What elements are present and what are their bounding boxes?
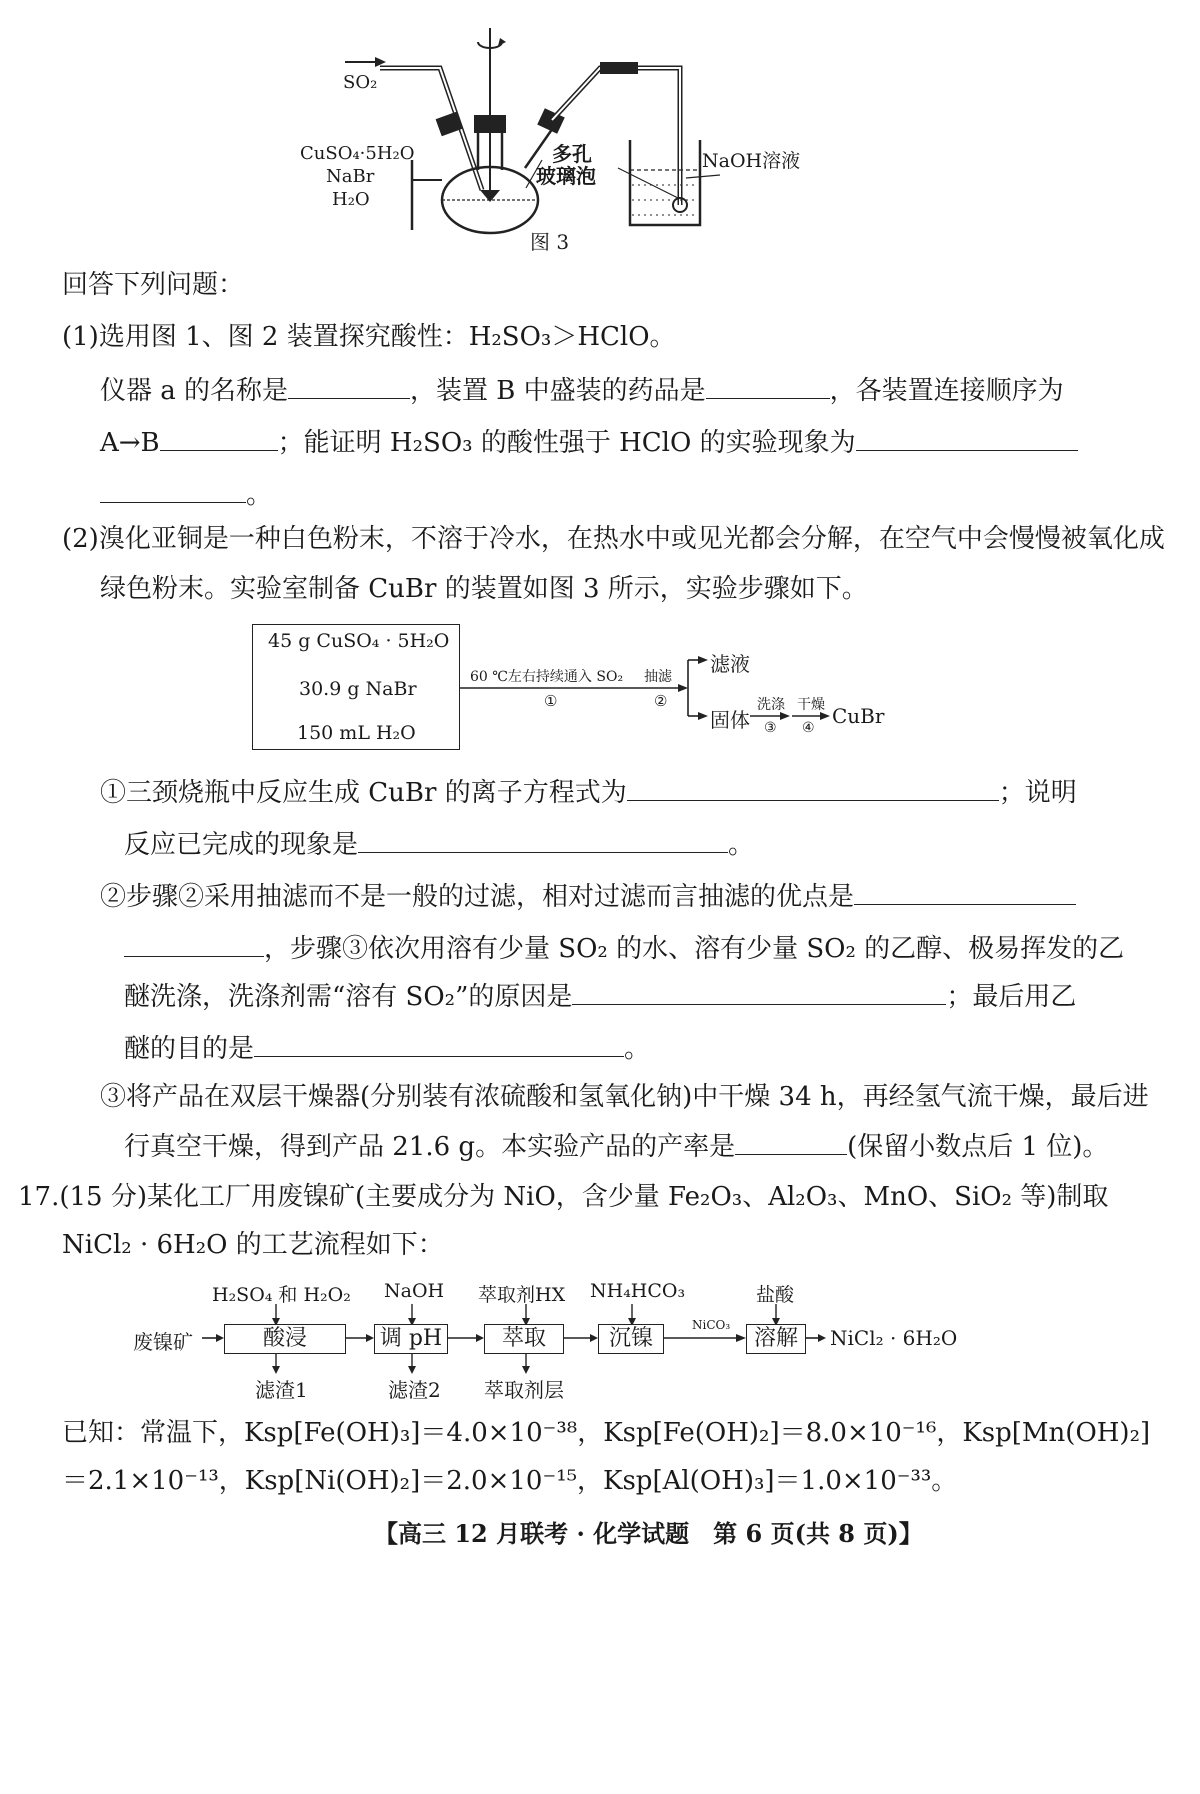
- q2-s2-line4: [124, 1030, 650, 1066]
- figure3-apparatus: [300, 20, 900, 250]
- known-ksp-line2: ＝2.1×10⁻¹³，Ksp[Ni(OH)₂]＝2.0×10⁻¹⁵，Ksp[Al(OH)₃]＝1.0×10⁻³³。: [62, 1466, 958, 1496]
- q2-s2-text-e: 醚的目的是: [124, 1034, 255, 1064]
- intro-text: 回答下列问题：: [62, 270, 245, 300]
- so2-inlet-label: SO₂: [343, 72, 378, 93]
- q2-s1-text-b: ；说明: [998, 778, 1077, 808]
- flow-filtrate: 滤液: [710, 652, 750, 676]
- porous-bulb-label-1: 多孔: [552, 142, 592, 166]
- reagent-hcl: 盐酸: [756, 1284, 795, 1306]
- q2-s1-text-c: 反应已完成的现象是: [124, 830, 359, 860]
- q2-s3-text-b: 行真空干燥，得到产品 21.6 g。本实验产品的产率是: [124, 1132, 736, 1162]
- q1-line3: [100, 476, 272, 512]
- flow-arrow-label-nico3: NiCO₃: [692, 1318, 731, 1332]
- flow-start-label: 废镍矿: [133, 1330, 193, 1354]
- flow-dry-label: 干燥: [797, 697, 825, 713]
- known-ksp-line1: 已知：常温下，Ksp[Fe(OH)₃]＝4.0×10⁻³⁸，Ksp[Fe(OH)₂]＝8.0×10⁻¹⁶，Ksp[Mn(OH)₂]: [62, 1418, 1151, 1448]
- q1-text-c: ，各装置连接顺序为: [829, 376, 1064, 406]
- residue-2: 滤渣2: [388, 1378, 441, 1402]
- page-footer: 【高三 12 月联考 · 化学试题 第 6 页(共 8 页)】: [374, 1519, 923, 1548]
- flow-wash-label: 洗涤: [757, 697, 785, 713]
- reagent-naoh: NaOH: [384, 1280, 445, 1302]
- answer-blank-ether-purpose[interactable]: [254, 1030, 624, 1057]
- figure3-caption: 图 3: [530, 230, 570, 254]
- flow-step2-label: 抽滤: [644, 669, 672, 685]
- step-precipitate-ni: 沉镍: [608, 1326, 653, 1351]
- step-acid-leach: 酸浸: [262, 1326, 307, 1351]
- reagent-h2so4-h2o2: H₂SO₄ 和 H₂O₂: [212, 1284, 351, 1306]
- q2-s1-text-a: ①三颈烧瓶中反应生成 CuBr 的离子方程式为: [100, 778, 627, 808]
- step-dissolve: 溶解: [753, 1326, 798, 1351]
- flow-solid: 固体: [710, 708, 750, 732]
- porous-bulb-label-2: 玻璃泡: [536, 164, 596, 188]
- q1-text-b: ，装置 B 中盛装的药品是: [410, 376, 706, 406]
- extractant-layer: 萃取剂层: [484, 1378, 564, 1402]
- answer-blank-suction-advantage[interactable]: [854, 878, 1076, 905]
- answer-blank-ion-equation[interactable]: [627, 774, 999, 801]
- q2-s2-text-b: ，步骤③依次用溶有少量 SO₂ 的水、溶有少量 SO₂ 的乙醇、极易挥发的乙: [264, 934, 1125, 964]
- answer-blank-order[interactable]: [160, 424, 278, 451]
- q2-s2-line1: [100, 878, 1076, 914]
- step-extraction: 萃取: [501, 1326, 546, 1351]
- q2-s2-line2: [124, 930, 1124, 966]
- reagent-2: 30.9 g NaBr: [299, 678, 417, 700]
- flow-product: CuBr: [832, 704, 885, 728]
- q2-heading-2: 绿色粉末。实验室制备 CuBr 的装置如图 3 所示，实验步骤如下。: [100, 574, 868, 604]
- flow-wash-num: ③: [764, 720, 777, 736]
- q2-s2-text-d: ；最后用乙: [946, 982, 1077, 1012]
- reagent-1: 45 g CuSO₄ · 5H₂O: [268, 630, 450, 652]
- naoh-solution-label: NaOH溶液: [702, 150, 801, 172]
- q1-text-a: 仪器 a 的名称是: [100, 376, 289, 406]
- flow-dry-num: ④: [802, 720, 815, 736]
- q2-s3-line1: ③将产品在双层干燥器(分别装有浓硫酸和氢氧化钠)中干燥 34 h，再经氢气流干燥，最后进: [100, 1082, 1149, 1112]
- reagent-extractant-hx: 萃取剂HX: [478, 1284, 566, 1306]
- answer-blank-phenomenon-cont[interactable]: [100, 476, 246, 503]
- q2-s2-text-c: 醚洗涤，洗涤剂需“溶有 SO₂”的原因是: [124, 982, 573, 1012]
- q2-s2-line3: [124, 978, 1076, 1014]
- answer-blank-phenomenon[interactable]: [856, 424, 1078, 451]
- answer-blank-yield[interactable]: [735, 1128, 847, 1155]
- q1-text-e: ；能证明 H₂SO₃ 的酸性强于 HClO 的实验现象为: [277, 428, 856, 458]
- q1-line2: [100, 424, 1078, 460]
- q2-s3-line2: [124, 1128, 1108, 1164]
- answer-blank-suction-advantage-cont[interactable]: [124, 930, 264, 957]
- reagent-3: 150 mL H₂O: [297, 722, 416, 744]
- answer-blank-reagent-b[interactable]: [706, 372, 830, 399]
- q2-heading-1: (2)溴化亚铜是一种白色粉末，不溶于冷水，在热水中或见光都会分解，在空气中会慢慢被氧化成: [62, 524, 1165, 554]
- q1-line1: [100, 372, 1064, 408]
- q2-s1-line1: [100, 774, 1077, 810]
- q1-text-end: 。: [246, 480, 273, 510]
- flow-step1-num: ①: [544, 692, 558, 710]
- q1-heading: (1)选用图 1、图 2 装置探究酸性：H₂SO₃＞HClO。: [62, 322, 676, 352]
- flask-content-1: CuSO₄·5H₂O: [300, 143, 415, 164]
- flow-product-nicl2: NiCl₂ · 6H₂O: [830, 1326, 958, 1350]
- flow-step1-label: 60 ℃左右持续通入 SO₂: [470, 669, 624, 685]
- answer-blank-completion[interactable]: [358, 826, 728, 853]
- q2-s2-text-f: 。: [624, 1034, 651, 1064]
- q2-s1-text-d: 。: [728, 830, 755, 860]
- q2-s3-text-c: (保留小数点后 1 位)。: [847, 1132, 1109, 1162]
- flask-content-3: H₂O: [332, 189, 370, 210]
- q1-text-d: A→B: [100, 428, 160, 458]
- residue-1: 滤渣1: [255, 1378, 308, 1402]
- answer-blank-instrument-a[interactable]: [288, 372, 410, 399]
- q2-s2-text-a: ②步骤②采用抽滤而不是一般的过滤，相对过滤而言抽滤的优点是: [100, 882, 855, 912]
- step-adjust-ph: 调 pH: [379, 1326, 443, 1351]
- q17-heading-2: NiCl₂ · 6H₂O 的工艺流程如下：: [62, 1230, 444, 1260]
- flow-step2-num: ②: [654, 692, 668, 710]
- q2-s1-line2: [124, 826, 754, 862]
- flask-content-2: NaBr: [326, 166, 375, 187]
- answer-blank-so2-reason[interactable]: [572, 978, 946, 1005]
- reagent-nh4hco3: NH₄HCO₃: [590, 1280, 686, 1302]
- q17-heading-1: 17.(15 分)某化工厂用废镍矿(主要成分为 NiO，含少量 Fe₂O₃、Al₂O₃、MnO、SiO₂ 等)制取: [18, 1182, 1109, 1212]
